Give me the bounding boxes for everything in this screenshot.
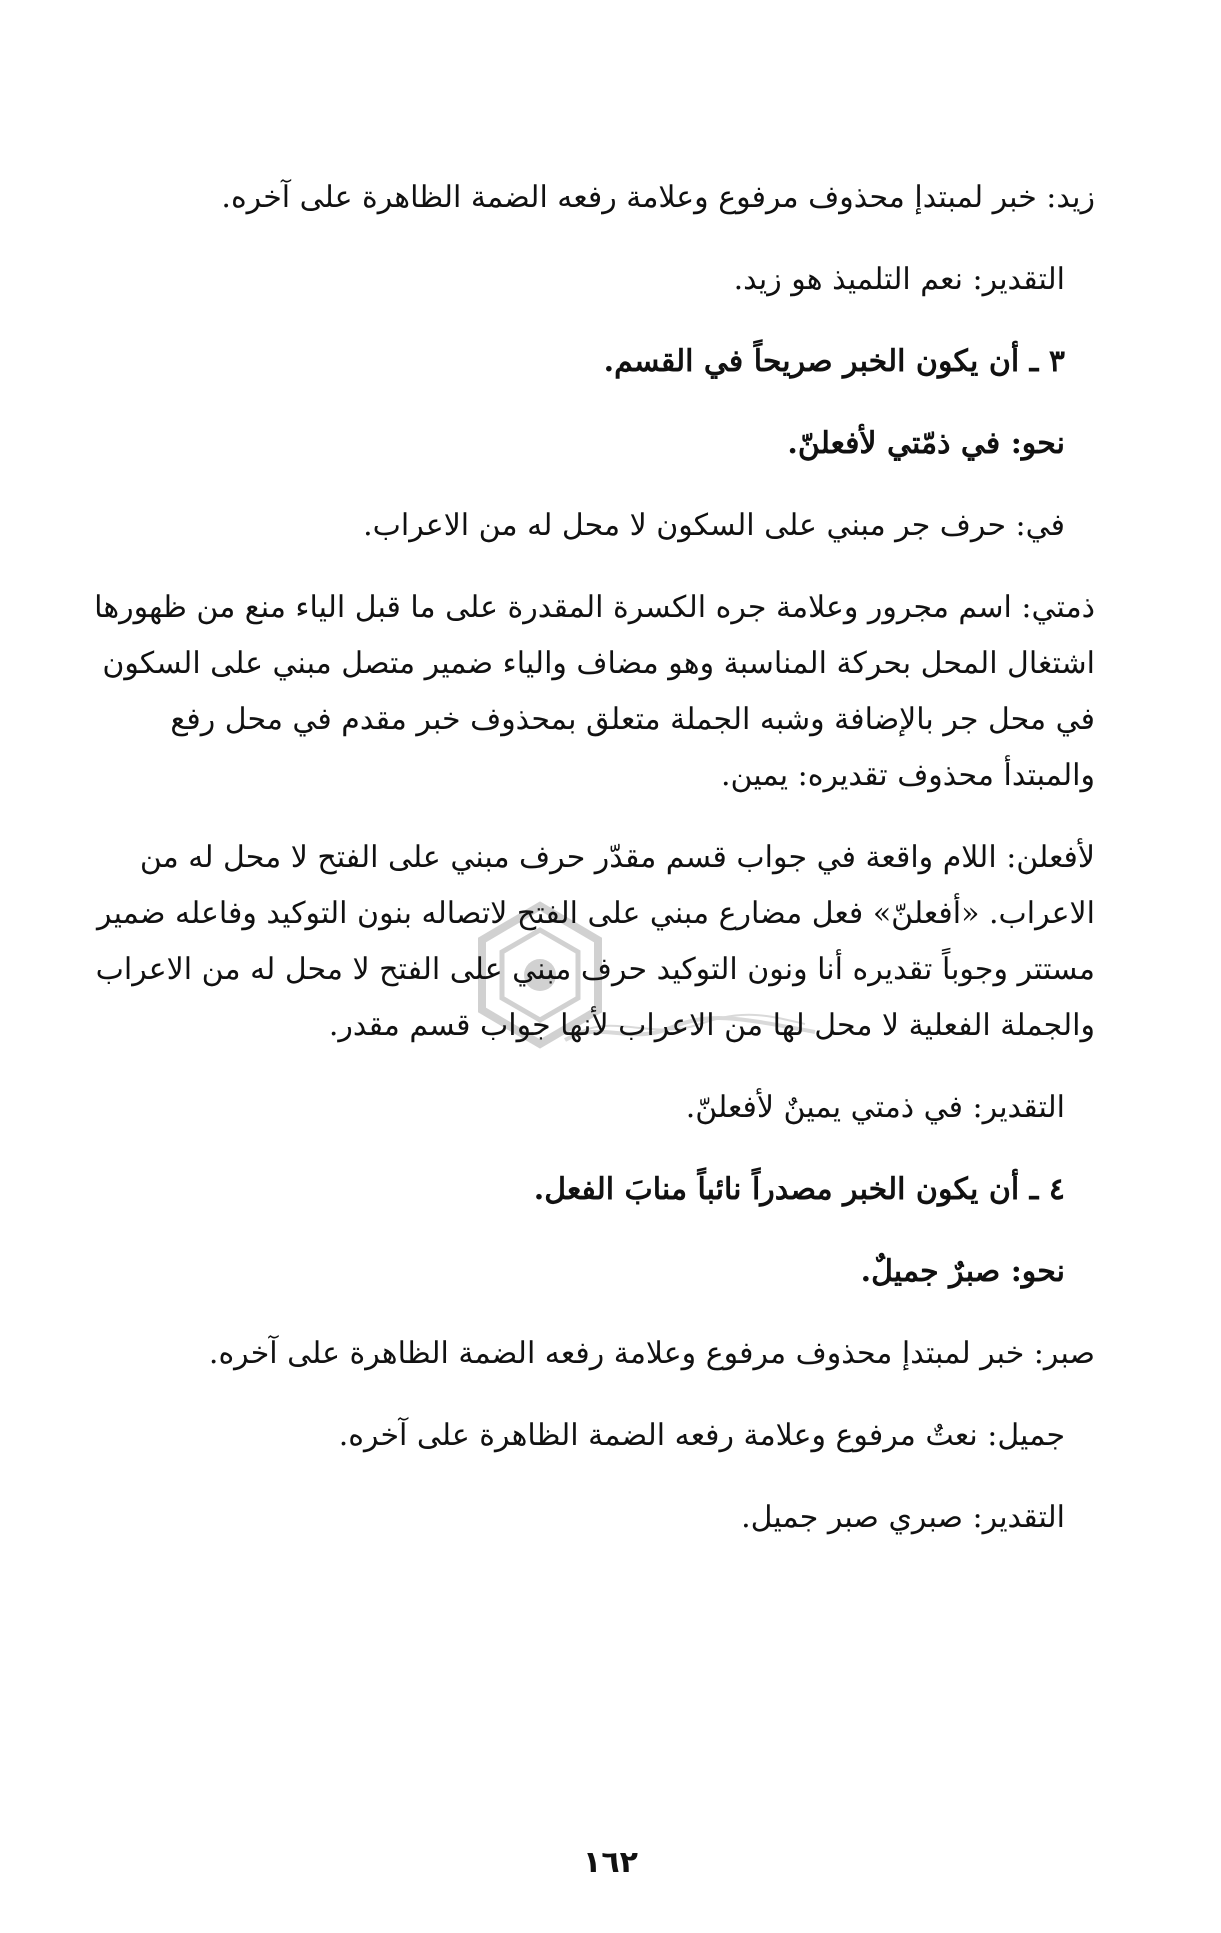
paragraph-taqdir-3: التقدير: صبري صبر جميل. xyxy=(741,1500,1065,1535)
example-2: نحو: صبرٌ جميلٌ. xyxy=(860,1254,1065,1289)
rule-4-heading: ٤ ـ أن يكون الخبر مصدراً نائباً منابَ الفعل. xyxy=(533,1172,1065,1207)
paragraph-taqdir-1: التقدير: نعم التلميذ هو زيد. xyxy=(733,262,1065,297)
paragraph-jamil: جميل: نعتٌ مرفوع وعلامة رفعه الضمة الظاهرة على آخره. xyxy=(338,1418,1065,1453)
paragraph-taqdir-2: التقدير: في ذمتي يمينٌ لأفعلنّ. xyxy=(685,1090,1065,1125)
paragraph-dhimmati: ذمتي: اسم مجرور وعلامة جره الكسرة المقدرة على ما قبل الياء منع من ظهورها اشتغال المحل بحركة المناسبة وهو مضاف والياء ضمير متصل مبني على السكون في محل جر بالإضافة وشبه الجملة متعلق بمحذوف خبر مقدم في محل رفع والمبتدأ محذوف تقديره: يمين. xyxy=(94,590,1095,793)
page-number: ١٦٢ xyxy=(583,1845,638,1880)
paragraph-fi: في: حرف جر مبني على السكون لا محل له من الاعراب. xyxy=(363,508,1065,543)
rule-3-heading: ٣ ـ أن يكون الخبر صريحاً في القسم. xyxy=(603,344,1065,379)
document-page xyxy=(90,170,1095,1572)
paragraph-laafalanna: لأفعلن: اللام واقعة في جواب قسم مقدّر حرف مبني على الفتح لا محل له من الاعراب. «أفعلنّ» فعل مضارع مبني على الفتح لاتصاله بنون التوكيد وفاعله ضمير مستتر وجوباً تقديره أنا ونون التوكيد حرف مبني على الفتح لا محل له من الاعراب والجملة الفعلية لا محل لها من الاعراب لأنها جواب قسم مقدر. xyxy=(95,840,1095,1043)
paragraph-zayd: زيد: خبر لمبتدإ محذوف مرفوع وعلامة رفعه الضمة الظاهرة على آخره. xyxy=(221,180,1095,215)
example-1: نحو: في ذمّتي لأفعلنّ. xyxy=(787,426,1065,461)
paragraph-sabr: صبر: خبر لمبتدإ محذوف مرفوع وعلامة رفعه الضمة الظاهرة على آخره. xyxy=(208,1336,1095,1371)
